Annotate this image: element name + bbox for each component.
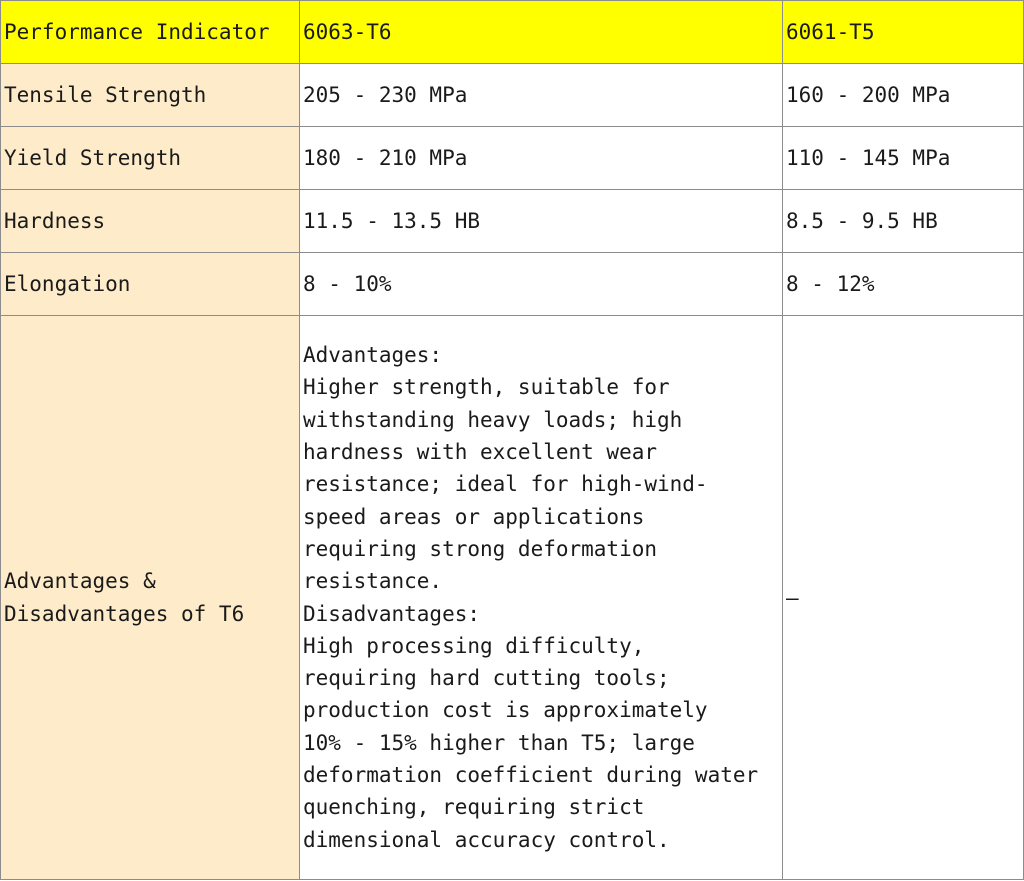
- row-label: Tensile Strength: [1, 64, 300, 127]
- advantages-text-line: resistance.: [303, 569, 443, 594]
- advantages-text-line: Advantages:: [303, 343, 443, 368]
- header-cell-6061-t5: 6061-T5: [783, 1, 1024, 64]
- advantages-row: [1, 316, 1024, 880]
- advantages-text-line: withstanding heavy loads; high: [303, 407, 683, 432]
- table-row: [1, 64, 1024, 127]
- cell-6061-t5: 110 - 145 MPa: [783, 127, 1024, 190]
- disadvantages-text-line: production cost is approximately: [303, 698, 708, 723]
- table-row: [1, 190, 1024, 253]
- advantages-text-line: Higher strength, suitable for: [303, 375, 670, 400]
- row-label: Yield Strength: [1, 127, 300, 190]
- advantages-text-cell: [300, 316, 783, 880]
- advantages-t5-cell: —: [783, 316, 1024, 880]
- advantages-label-cell: [1, 316, 300, 880]
- cell-6061-t5: 160 - 200 MPa: [783, 64, 1024, 127]
- header-cell-6063-t6: 6063-T6: [300, 1, 783, 64]
- disadvantages-text-line: quenching, requiring strict: [303, 795, 645, 820]
- cell-6061-t5: 8 - 12%: [783, 253, 1024, 316]
- cell-6063-t6: 205 - 230 MPa: [300, 64, 783, 127]
- table-row: [1, 253, 1024, 316]
- cell-6061-t5: 8.5 - 9.5 HB: [783, 190, 1024, 253]
- advantages-text-line: speed areas or applications: [303, 504, 645, 529]
- advantages-label-line: Advantages &: [4, 569, 156, 594]
- cell-6063-t6: 180 - 210 MPa: [300, 127, 783, 190]
- disadvantages-text-line: High processing difficulty,: [303, 633, 645, 658]
- advantages-text-line: requiring strong deformation: [303, 536, 658, 561]
- advantages-text-line: resistance; ideal for high-wind-: [303, 472, 708, 497]
- table-row: [1, 127, 1024, 190]
- row-label: Elongation: [1, 253, 300, 316]
- advantages-text-line: hardness with excellent wear: [303, 440, 658, 465]
- disadvantages-text-line: 10% - 15% higher than T5; large: [303, 730, 695, 755]
- disadvantages-text-line: Disadvantages:: [303, 601, 481, 626]
- header-cell-indicator: Performance Indicator: [1, 1, 300, 64]
- disadvantages-text-line: dimensional accuracy control.: [303, 827, 670, 852]
- disadvantages-text-line: requiring hard cutting tools;: [303, 666, 670, 691]
- cell-6063-t6: 11.5 - 13.5 HB: [300, 190, 783, 253]
- advantages-label-line: Disadvantages of T6: [4, 601, 245, 626]
- disadvantages-text-line: deformation coefficient during water: [303, 762, 759, 787]
- row-label: Hardness: [1, 190, 300, 253]
- cell-6063-t6: 8 - 10%: [300, 253, 783, 316]
- header-row: [1, 1, 1024, 64]
